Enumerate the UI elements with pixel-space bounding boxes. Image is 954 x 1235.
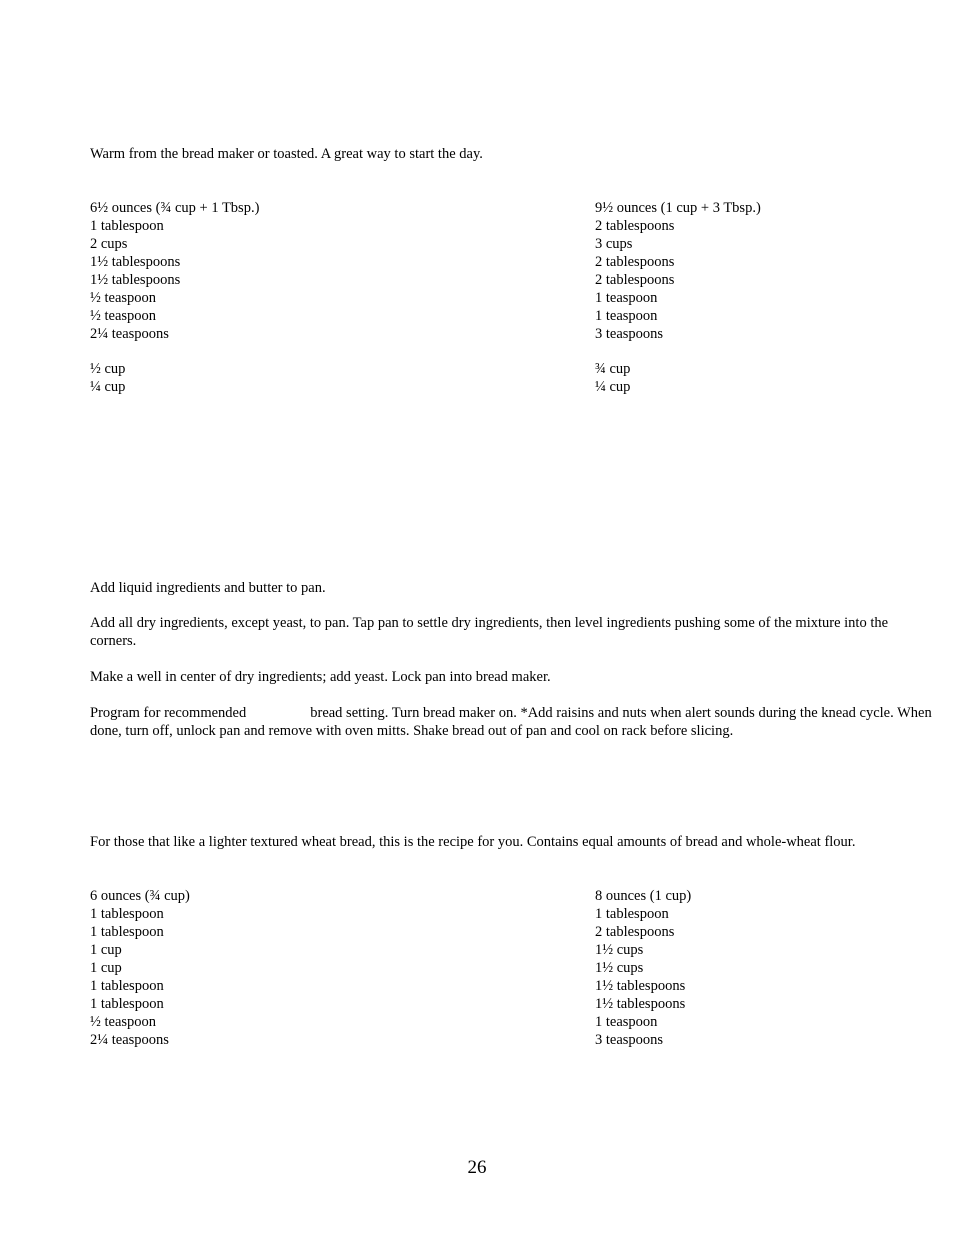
list-item: 1½ tablespoons [595, 978, 686, 994]
list-item: 1½ cups [595, 960, 644, 976]
list-item: ½ teaspoon [90, 290, 157, 306]
list-item: ¼ cup [90, 379, 126, 395]
list-item: 2 tablespoons [595, 254, 675, 270]
list-item: 8 ounces (1 cup) [595, 888, 692, 904]
list-item: 1½ cups [595, 942, 644, 958]
page-number: 26 [467, 1157, 487, 1178]
list-item: 1½ tablespoons [595, 996, 686, 1012]
recipe1-step-4-part2: bread setting. Turn bread maker on. *Add raisins and nuts when alert sounds during the knead cycle. When done, turn off, unlock pan and remove with oven mitts. Shake bread out of pan and cool on rack before slicing. [90, 705, 932, 739]
list-item: 6½ ounces (¾ cup + 1 Tbsp.) [90, 200, 260, 216]
list-item: 1 tablespoon [90, 978, 164, 994]
recipe1-intro: Warm from the bread maker or toasted. A great way to start the day. [90, 146, 483, 162]
list-item: 1 tablespoon [90, 996, 164, 1012]
recipe1-step-1: Add liquid ingredients and butter to pan. [90, 580, 326, 596]
list-item: 6 ounces (¾ cup) [90, 888, 190, 904]
list-item: 1 cup [90, 942, 122, 958]
list-item: 1 tablespoon [90, 218, 164, 234]
list-item: 2 cups [90, 236, 128, 252]
list-item: 1 cup [90, 960, 122, 976]
list-item: ½ teaspoon [90, 308, 157, 324]
list-item: ½ cup [90, 361, 126, 377]
list-item: 1 teaspoon [595, 308, 658, 324]
list-item: 3 teaspoons [595, 326, 664, 342]
recipe1-left-amounts [90, 199, 259, 343]
recipe2-intro: For those that like a lighter textured wheat bread, this is the recipe for you. Contains equal amounts of bread and whole-wheat flour. [90, 834, 856, 850]
recipe1-right-amounts [595, 199, 761, 343]
list-item: 1 teaspoon [595, 290, 658, 306]
list-item: 2 tablespoons [595, 218, 675, 234]
list-item: 1 tablespoon [595, 906, 669, 922]
list-item: 1½ tablespoons [90, 254, 181, 270]
recipe1-right-amounts-extra [595, 360, 630, 396]
recipe2-right-amounts [595, 887, 691, 1049]
list-item: 2 tablespoons [595, 924, 675, 940]
list-item: 2¼ teaspoons [90, 1032, 169, 1048]
recipe2-left-amounts [90, 887, 190, 1049]
recipe1-step-2: Add all dry ingredients, except yeast, to pan. Tap pan to settle dry ingredients, then level ingredients pushing some of the mixture into the corners. [90, 615, 889, 649]
list-item: 2 tablespoons [595, 272, 675, 288]
list-item: 9½ ounces (1 cup + 3 Tbsp.) [595, 200, 761, 216]
list-item: 3 cups [595, 236, 633, 252]
list-item: ¾ cup [595, 361, 631, 377]
recipe1-step-4 [90, 704, 935, 740]
list-item: ¼ cup [595, 379, 631, 395]
list-item: 1 tablespoon [90, 906, 164, 922]
list-item: 1½ tablespoons [90, 272, 181, 288]
list-item: 1 tablespoon [90, 924, 164, 940]
recipe1-step-3: Make a well in center of dry ingredients; add yeast. Lock pan into bread maker. [90, 669, 551, 685]
list-item: 1 teaspoon [595, 1014, 658, 1030]
list-item: ½ teaspoon [90, 1014, 157, 1030]
list-item: 3 teaspoons [595, 1032, 664, 1048]
recipe1-step-4-part1: Program for recommended [90, 705, 247, 721]
recipe1-left-amounts-extra [90, 360, 125, 396]
list-item: 2¼ teaspoons [90, 326, 169, 342]
